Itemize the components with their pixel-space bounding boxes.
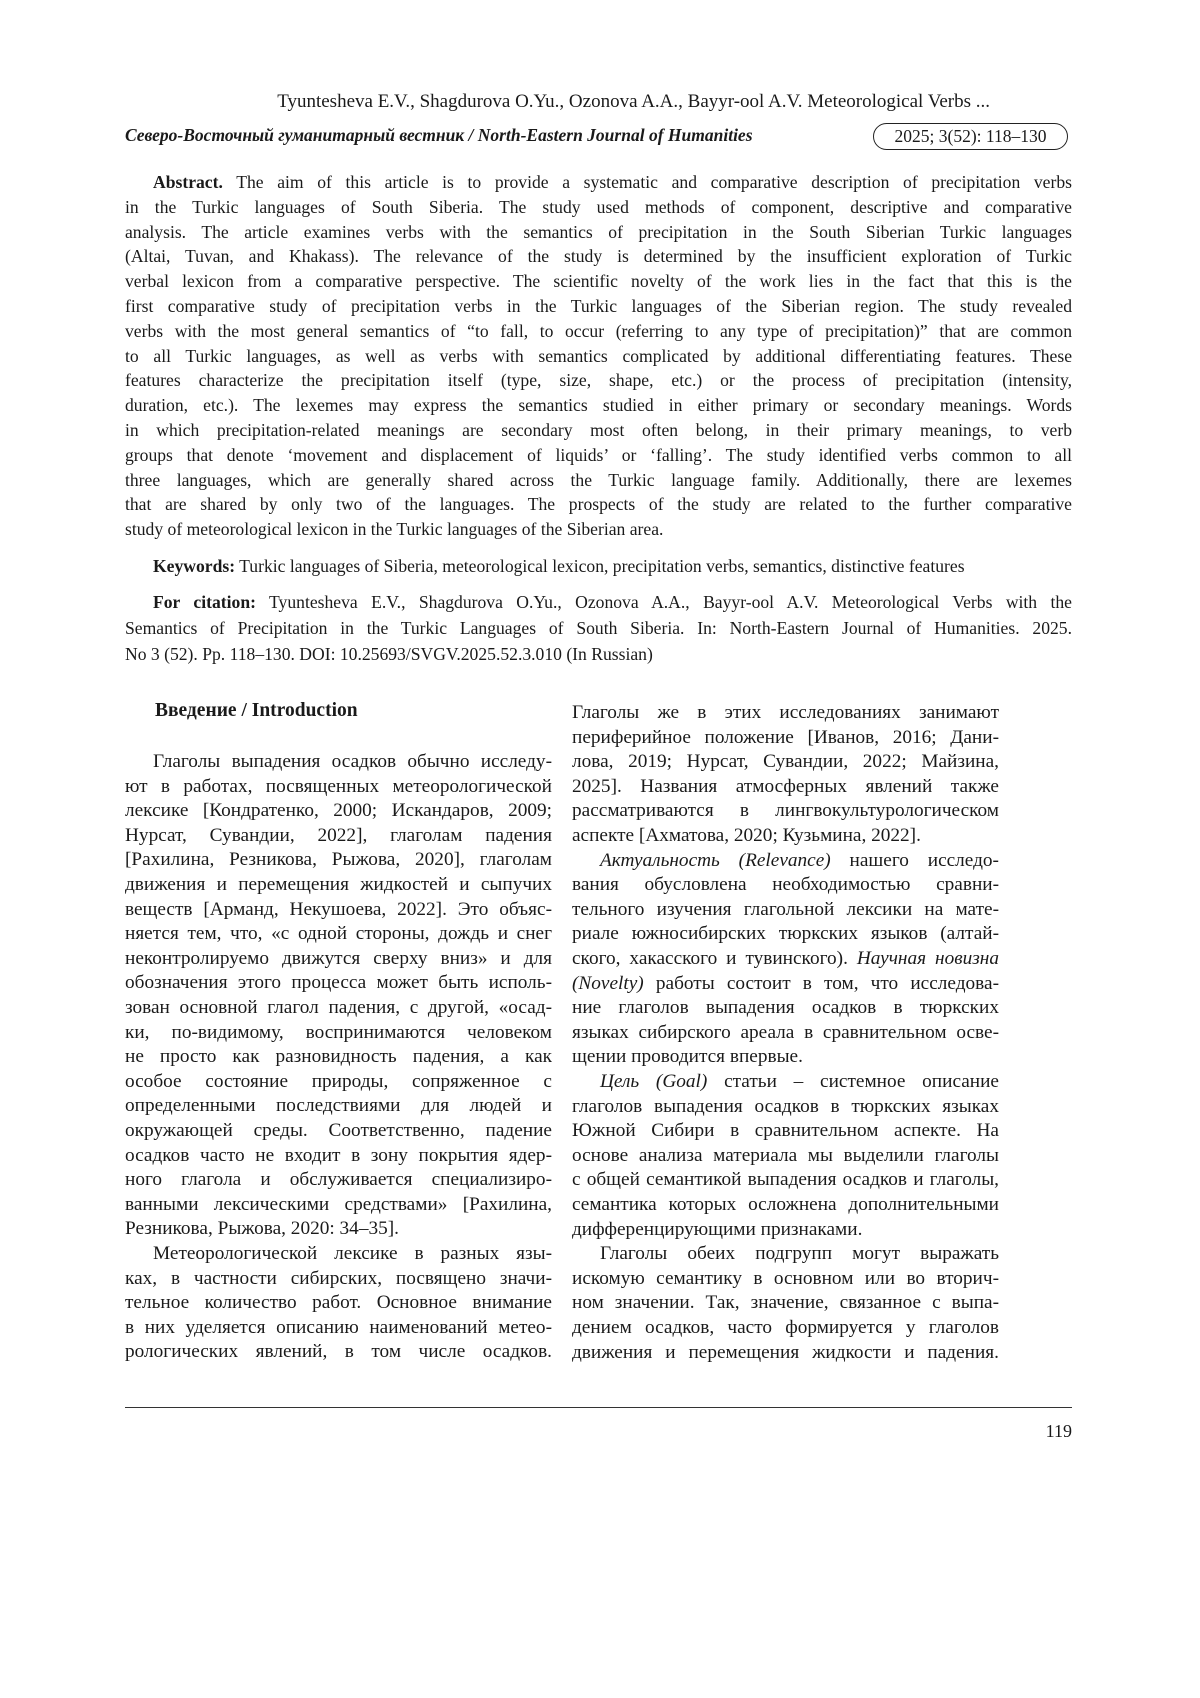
text-line	[125, 948, 552, 972]
abstract-line	[125, 395, 1072, 419]
text-line	[572, 1292, 999, 1316]
body-text: ванными лексическими средствами» [Рахилина,	[125, 1193, 552, 1215]
text-line	[125, 1145, 552, 1169]
body-text: лексике [Кондратенко, 2000; Искандаров, 2009;	[125, 800, 552, 822]
text-line	[125, 776, 552, 800]
body-text: Резникова, Рыжова, 2020: 34–35].	[125, 1218, 399, 1240]
body-text: лова, 2019; Нурсат, Сувандии, 2022; Майзина,	[572, 751, 999, 773]
text-line	[125, 923, 552, 947]
body-text: тельное количество работ. Основное внимание	[125, 1292, 552, 1314]
body-text: Глаголы же в этих исследованиях занимают	[572, 702, 999, 723]
body-text: языках сибирского ареала в сравнительном осве-	[572, 1021, 999, 1043]
body-text: ного глагола и обслуживается специализиро-	[125, 1169, 552, 1191]
text-line	[572, 1243, 999, 1267]
body-text: основе анализа материала мы выделили глаголы	[572, 1144, 999, 1166]
text-line	[572, 923, 999, 947]
text-line	[572, 776, 999, 800]
body-text: рологических явлений, в том числе осадков.	[125, 1341, 552, 1363]
body-text: рассматриваются в лингвокультурологическом	[572, 800, 999, 822]
body-text: ном значении. Так, значение, связанное с выпа-	[572, 1292, 999, 1314]
text-line	[572, 1317, 999, 1341]
citation-line	[125, 592, 1072, 616]
body-text: щении проводится впервые.	[572, 1046, 803, 1068]
emphasis-text: Цель (Goal)	[600, 1071, 708, 1092]
emphasis-text: Актуальность (Relevance)	[600, 849, 831, 871]
text-line	[572, 1096, 999, 1120]
abstract-text: that are shared by only two of the languages. The prospects of the study are related to the further comparative	[125, 494, 1072, 515]
body-text: веществ [Арманд, Некушоева, 2022]. Это объяс-	[125, 898, 552, 920]
abstract-text: three languages, which are generally shared across the Turkic language family. Additionally, there are lexemes	[125, 469, 1072, 490]
abstract-line	[125, 222, 1072, 246]
body-text: дифференцирующими признаками.	[572, 1218, 863, 1240]
text-line	[125, 1292, 552, 1316]
text-line	[125, 849, 552, 873]
text-line	[572, 727, 999, 751]
text-line	[125, 1268, 552, 1292]
abstract-line	[125, 494, 1072, 518]
body-text: ки, по-видимому, воспринимаются человеком	[125, 1021, 552, 1043]
abstract-line	[125, 346, 1072, 370]
keywords	[125, 556, 1072, 580]
body-text: определенными последствиями для людей и	[125, 1095, 552, 1117]
citation-label: For citation:	[153, 592, 256, 612]
abstract-text: in the Turkic languages of South Siberia. The study used methods of component, descriptive and comparative	[125, 196, 1072, 217]
body-text: периферийное положение [Иванов, 2016; Дани-	[572, 726, 999, 748]
journal-title: Северо-Восточный гуманитарный вестник / North-Eastern Journal of Humanities	[125, 125, 753, 145]
body-text: аспекте [Ахматова, 2020; Кузьмина, 2022].	[572, 825, 921, 846]
abstract-text: study of meteorological lexicon in the Turkic languages of the Siberian area.	[125, 519, 664, 540]
abstract-line	[125, 172, 1072, 196]
abstract-line	[125, 271, 1072, 295]
body-text: движения и перемещения жидкостей и сыпучих	[125, 874, 552, 895]
text-line	[572, 1342, 999, 1366]
text-line	[125, 1317, 552, 1341]
abstract-line	[125, 519, 1072, 543]
text-line	[572, 702, 999, 726]
text-line	[125, 1022, 552, 1046]
text-line	[572, 1022, 999, 1046]
text-line	[572, 850, 999, 874]
text-line	[572, 1194, 999, 1218]
text-line	[125, 751, 552, 775]
text-line	[572, 1268, 999, 1292]
body-text: ского, хакасского и тувинского).	[572, 948, 857, 969]
page-number: 119	[1045, 1421, 1072, 1441]
text-line	[572, 899, 999, 923]
body-text: окружающей среды. Соответственно, падение	[125, 1120, 552, 1141]
text-line	[125, 899, 552, 923]
body-text: вания обусловлена необходимостью сравни-	[572, 874, 999, 896]
abstract-text: verbal lexicon from a comparative perspective. The scientific novelty of the work lies in the fact that this is the	[125, 271, 1072, 292]
body-text: искомую семантику в основном или во вторич-	[572, 1267, 999, 1289]
text-line	[572, 1169, 999, 1193]
body-text: Метеорологической лексике в разных язы-	[153, 1243, 552, 1264]
citation-line	[125, 618, 1072, 642]
text-line	[125, 972, 552, 996]
body-text: Нурсат, Сувандии, 2022], глаголам падения	[125, 824, 552, 846]
text-line	[125, 874, 552, 898]
body-text: ках, в частности сибирских, посвящено значи-	[125, 1267, 552, 1289]
abstract-text: first comparative study of precipitation verbs in the Turkic languages of the Siberian region. The study revealed	[125, 296, 1072, 316]
text-line	[125, 1243, 552, 1267]
body-text: зован основной глагол падения, с другой, «осад-	[125, 997, 552, 1018]
abstract-line	[125, 420, 1072, 444]
abstract-line	[125, 296, 1072, 320]
body-text: статьи – системное описание	[707, 1071, 999, 1092]
abstract-label: Abstract.	[153, 172, 223, 192]
text-line	[125, 1071, 552, 1095]
running-title: Tyuntesheva E.V., Shagdurova O.Yu., Ozonova A.A., Bayyr-ool A.V. Meteorological Verbs ...	[277, 91, 990, 112]
body-text: не просто как разновидность падения, а как	[125, 1046, 552, 1068]
abstract-line	[125, 470, 1072, 494]
citation-text: No 3 (52). Pp. 118–130. DOI: 10.25693/SVGV.2025.52.3.010 (In Russian)	[125, 644, 653, 664]
abstract-text: The aim of this article is to provide a systematic and comparative description of precipitation verbs	[222, 172, 1072, 192]
text-line	[125, 1341, 552, 1365]
body-text: 2025]. Названия атмосферных явлений также	[572, 775, 999, 797]
text-line	[572, 973, 999, 997]
footer-divider	[125, 1407, 1072, 1408]
body-text: риале южносибирских тюркских языков (алтай-	[572, 923, 999, 945]
abstract-text: features characterize the precipitation itself (type, size, shape, etc.) or the process of precipitation (intensity,	[125, 370, 1072, 391]
body-text: осадков часто не входит в зону покрытия ядер-	[125, 1144, 552, 1166]
text-line	[572, 1219, 999, 1243]
abstract-line	[125, 370, 1072, 394]
emphasis-text: (Novelty)	[572, 972, 644, 994]
text-line	[572, 874, 999, 898]
text-line	[125, 1046, 552, 1070]
body-text: семантика которых осложнена дополнительными	[572, 1194, 999, 1215]
body-text: тельного изучения глагольной лексики на мате-	[572, 898, 999, 920]
abstract-line	[125, 197, 1072, 221]
abstract-text: in which precipitation-related meanings are secondary most often belong, in their primary meanings, to verb	[125, 420, 1072, 440]
body-text: движения и перемещения жидкости и падения.	[572, 1341, 999, 1363]
text-line	[572, 825, 999, 849]
text-line	[572, 1120, 999, 1144]
keywords-label: Keywords:	[153, 556, 236, 576]
abstract-line	[125, 445, 1072, 469]
abstract-line	[125, 321, 1072, 345]
text-line	[572, 800, 999, 824]
keywords-text: Turkic languages of Siberia, meteorological lexicon, precipitation verbs, semantics, distinctive features	[235, 556, 965, 576]
issue-badge: 2025; 3(52): 118–130	[873, 123, 1068, 150]
emphasis-text: Научная новизна	[856, 948, 999, 969]
body-text: няется тем, что, «с одной стороны, дождь и снег	[125, 923, 552, 945]
text-line	[572, 1046, 999, 1070]
text-line	[572, 751, 999, 775]
abstract-text: analysis. The article examines verbs with the semantics of precipitation in the South Siberian Turkic languages	[125, 221, 1072, 242]
text-line	[572, 1145, 999, 1169]
text-line	[572, 948, 999, 972]
text-line	[125, 1095, 552, 1119]
text-line	[125, 1120, 552, 1144]
body-text: дением осадков, часто формируется у глаголов	[572, 1317, 999, 1338]
body-text: Южной Сибири в сравнительном аспекте. На	[572, 1120, 999, 1142]
text-line	[125, 1218, 552, 1242]
body-text: Глаголы выпадения осадков обычно исследу-	[153, 751, 552, 772]
abstract-text: (Altai, Tuvan, and Khakass). The relevance of the study is determined by the insufficient exploration of Turkic	[125, 246, 1072, 267]
text-line	[125, 997, 552, 1021]
citation-text: Semantics of Precipitation in the Turkic Languages of South Siberia. In: North-Eastern Journal of Humanities. 2025.	[125, 618, 1072, 638]
body-text: [Рахилина, Резникова, Рыжова, 2020], глаголам	[125, 849, 552, 871]
body-text: с общей семантикой выпадения осадков и глаголы,	[572, 1169, 999, 1191]
text-line	[125, 800, 552, 824]
abstract-line	[125, 246, 1072, 270]
abstract-text: duration, etc.). The lexemes may express the semantics studied in either primary or secondary meanings. Words	[125, 395, 1072, 416]
body-text: Глаголы обеих подгрупп могут выражать	[600, 1243, 999, 1265]
body-text: особое состояние природы, сопряженное с	[125, 1070, 552, 1092]
text-line	[572, 997, 999, 1021]
body-text: работы состоит в том, что исследова-	[643, 972, 999, 994]
citation-line	[125, 644, 1072, 668]
text-line	[125, 1194, 552, 1218]
text-line	[572, 1071, 999, 1095]
body-text: ют в работах, посвященных метеорологической	[125, 775, 552, 797]
body-text: глаголов выпадения осадков в тюркских языках	[572, 1095, 999, 1117]
citation-text: Tyuntesheva E.V., Shagdurova O.Yu., Ozonova A.A., Bayyr-ool A.V. Meteorological Verbs with the	[255, 592, 1072, 612]
abstract-text: verbs with the most general semantics of “to fall, to occur (referring to any type of precipitation)” that are common	[125, 320, 1072, 341]
text-line	[125, 1169, 552, 1193]
abstract-text: groups that denote ‘movement and displacement of liquids’ or ‘falling’. The study identified verbs common to all	[125, 444, 1072, 465]
abstract-text: to all Turkic languages, as well as verbs with semantics complicated by additional differentiating features. These	[125, 345, 1072, 366]
text-line	[125, 825, 552, 849]
body-text: нашего исследо-	[830, 849, 999, 871]
section-heading: Введение / Introduction	[155, 700, 358, 721]
body-text: неконтролируемо движутся сверху вниз» и для	[125, 947, 552, 969]
body-text: в них уделяется описанию наименований метео-	[125, 1316, 552, 1338]
body-text: ние глаголов выпадения осадков в тюркских	[572, 997, 999, 1019]
body-text: обозначения этого процесса может быть исполь-	[125, 972, 552, 994]
